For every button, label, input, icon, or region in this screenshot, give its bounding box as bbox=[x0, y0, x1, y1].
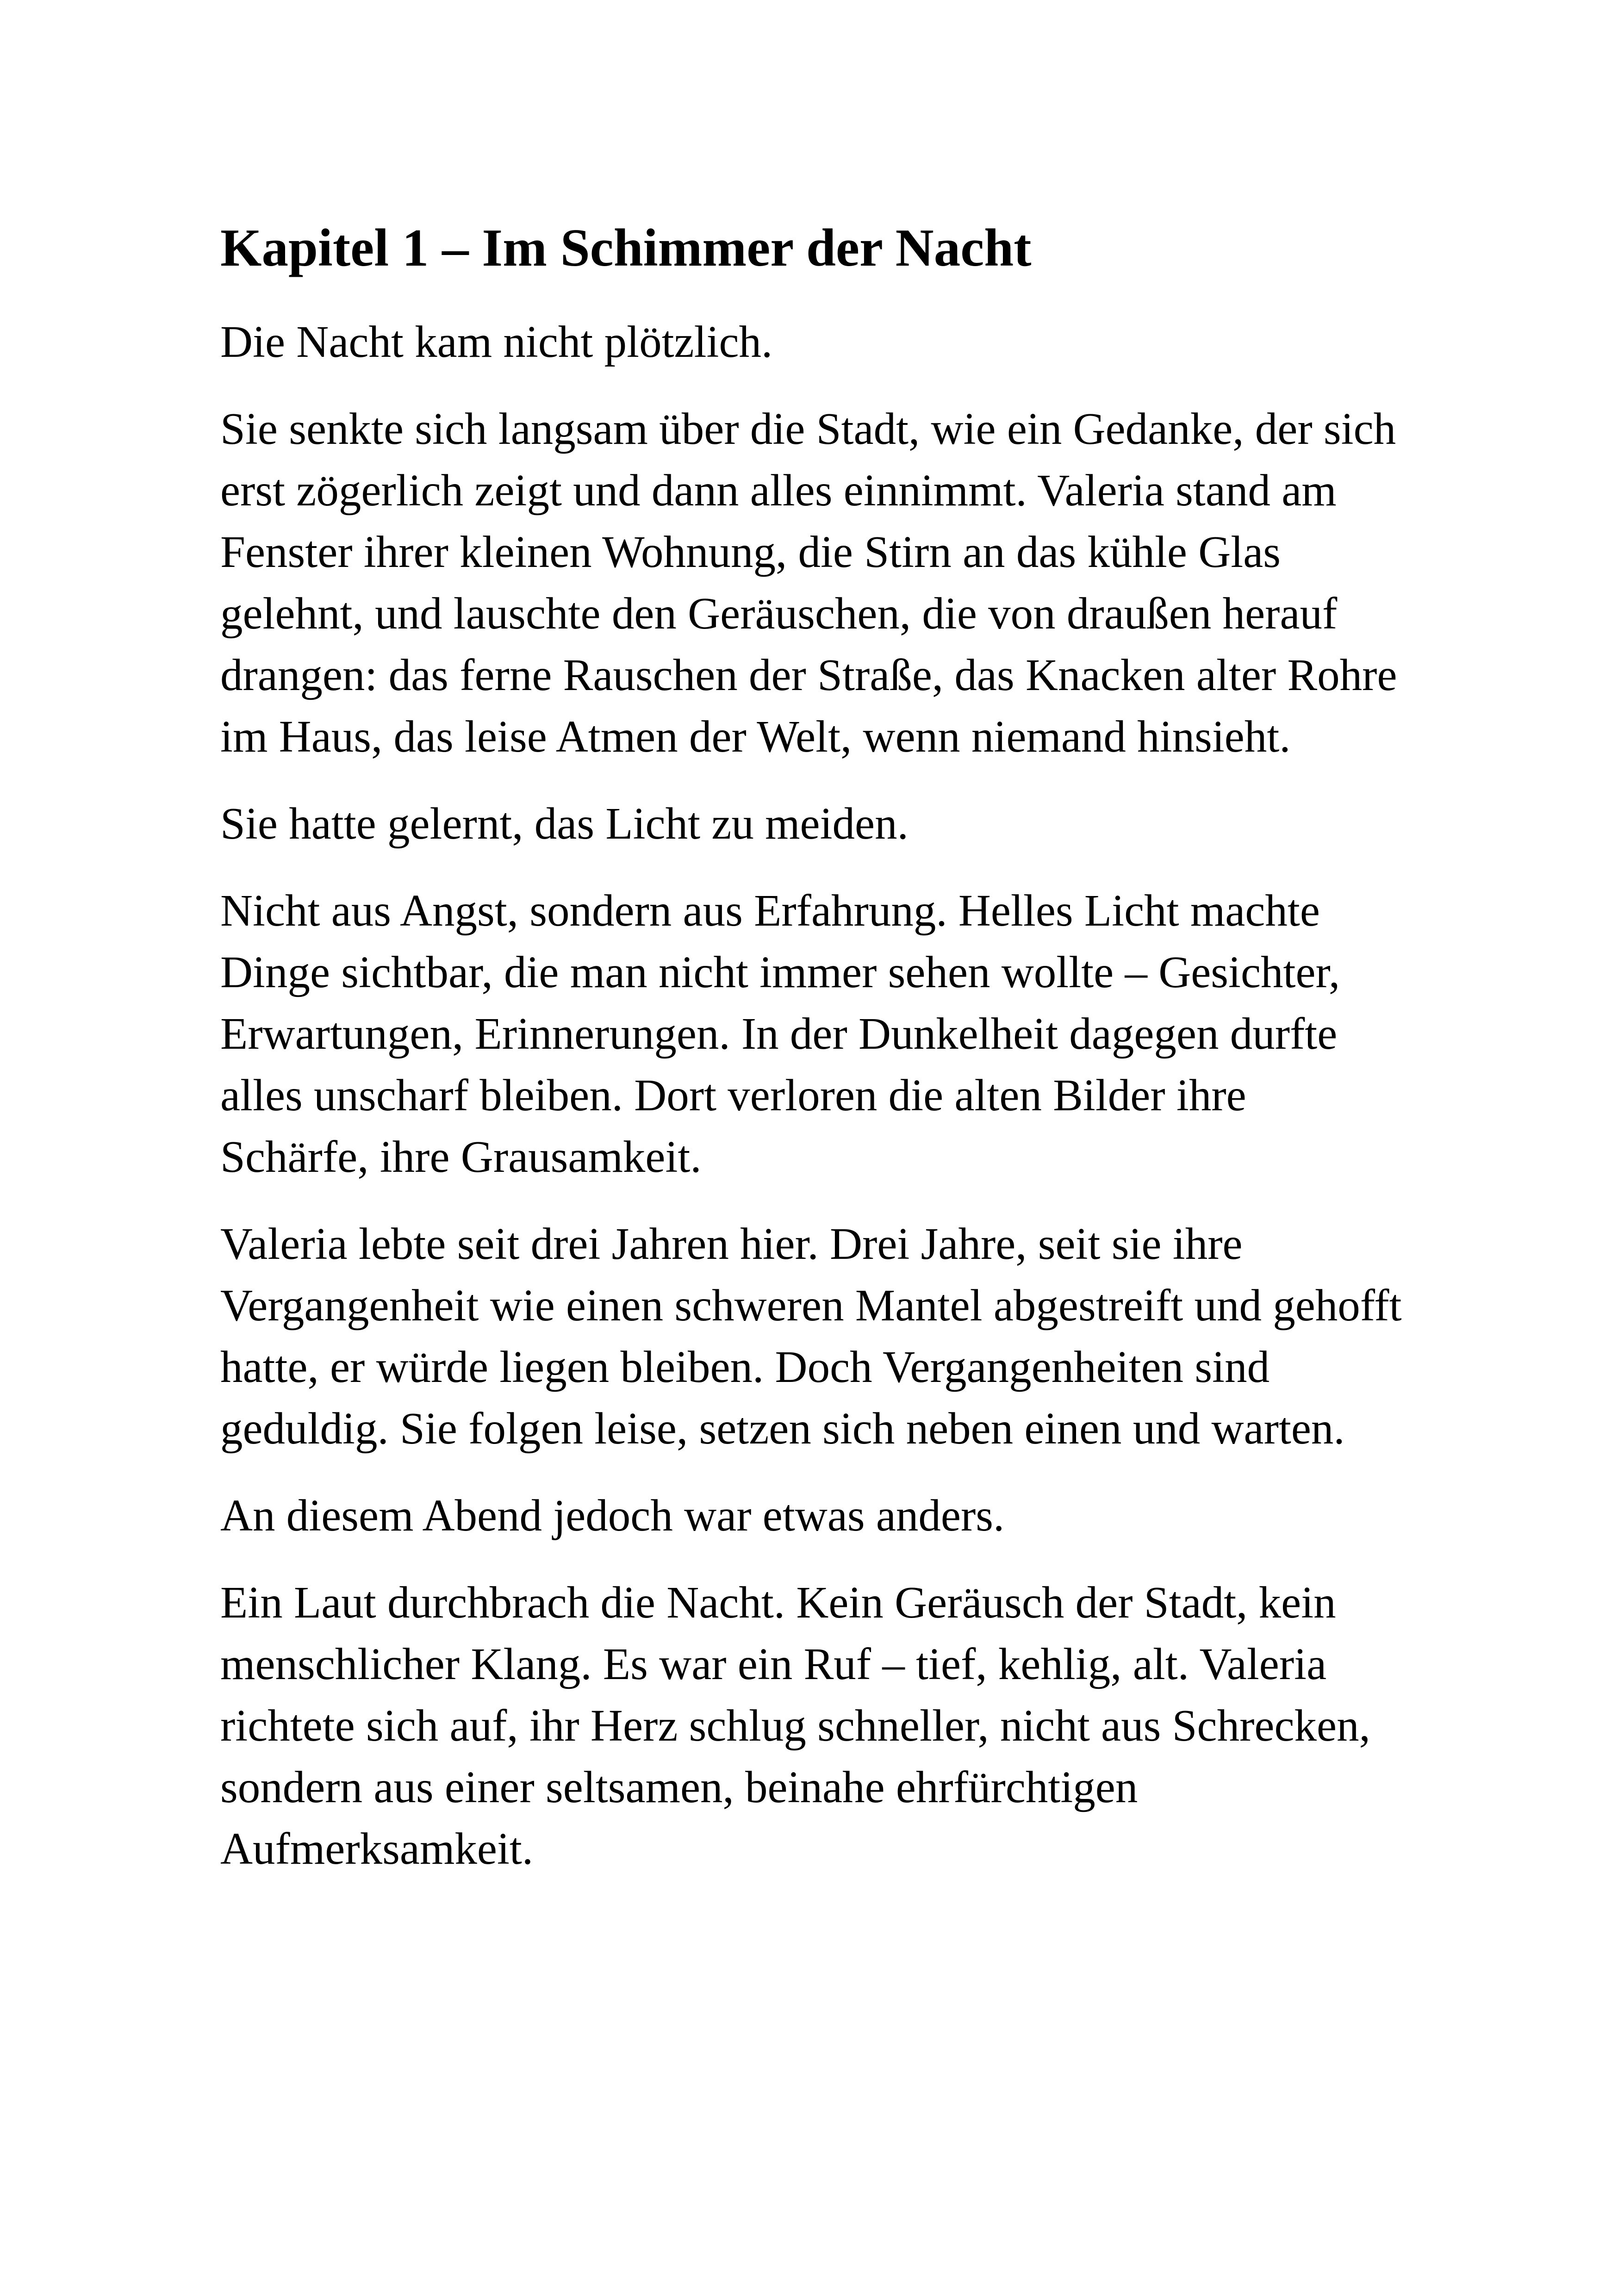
paragraph: Die Nacht kam nicht plötzlich. bbox=[220, 317, 773, 367]
chapter-content bbox=[220, 218, 1405, 1905]
paragraph: Nicht aus Angst, sondern aus Erfahrung. Helles Licht machte Dinge sichtbar, die man nicht immer sehen wollte – Gesichter, Erwartungen, Erinnerungen. In der Dunkelheit dagegen durfte alles unscharf bleiben. Dort verloren die alten Bilder ihre Schärfe, ihre Grausamkeit. bbox=[220, 886, 1340, 1182]
paragraph: An diesem Abend jedoch war etwas anders. bbox=[220, 1491, 1005, 1541]
paragraph: Sie senkte sich langsam über die Stadt, wie ein Gedanke, der sich erst zögerlich zeigt und dann alles einnimmt. Valeria stand am Fenster ihrer kleinen Wohnung, die Stirn an das kühle Glas gelehnt, und lauschte den Geräuschen, die von draußen herauf drangen: das ferne Rauschen der Straße, das Knacken alter Rohre im Haus, das leise Atmen der Welt, wenn niemand hinsieht. bbox=[220, 404, 1397, 762]
paragraph: Valeria lebte seit drei Jahren hier. Drei Jahre, seit sie ihre Vergangenheit wie einen schweren Mantel abgestreift und gehofft hatte, er würde liegen bleiben. Doch Vergangenheiten sind geduldig. Sie folgen leise, setzen sich neben einen und warten. bbox=[220, 1219, 1402, 1454]
paragraph: Sie hatte gelernt, das Licht zu meiden. bbox=[220, 799, 909, 849]
chapter-title: Kapitel 1 – Im Schimmer der Nacht bbox=[220, 218, 1032, 277]
paragraph: Ein Laut durchbrach die Nacht. Kein Geräusch der Stadt, kein menschlicher Klang. Es war ein Ruf – tief, kehlig, alt. Valeria richtete sich auf, ihr Herz schlug schneller, nicht aus Schrecken, sondern aus einer seltsamen, beinahe ehrfürchtigen Aufmerksamkeit. bbox=[220, 1578, 1370, 1874]
